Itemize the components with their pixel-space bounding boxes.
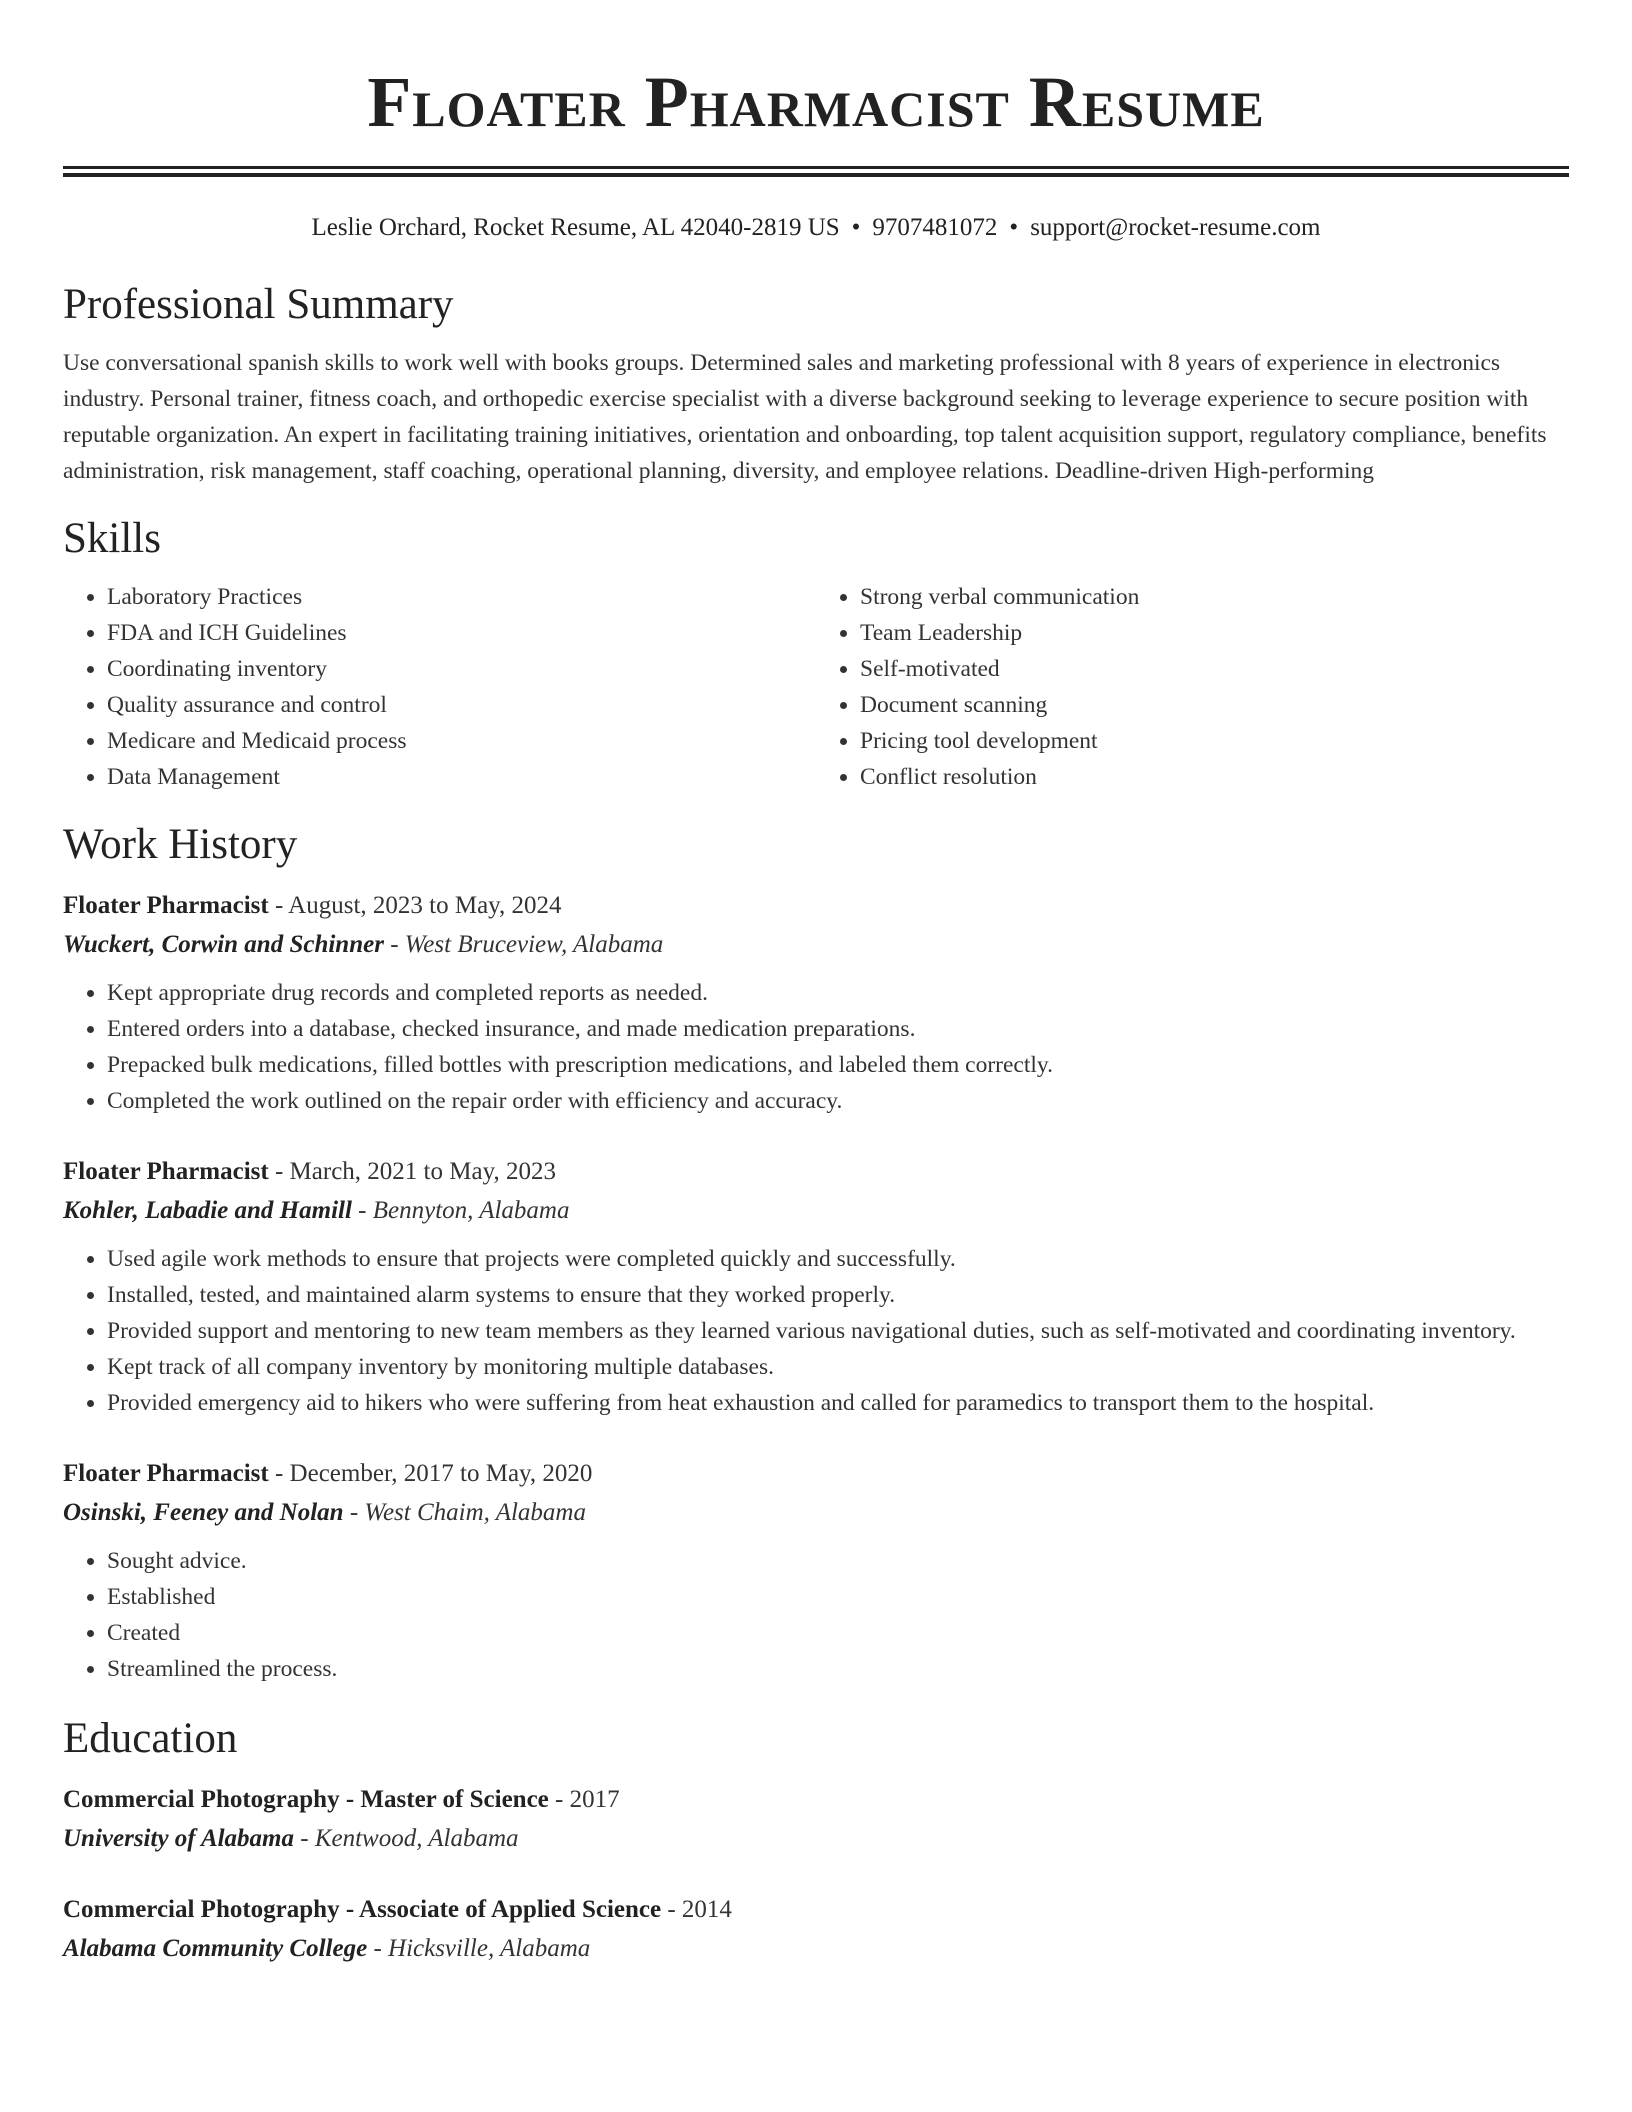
- job-bullet: • Installed, tested, and maintained alarm systems to ensure that they worked properly.: [107, 1277, 1569, 1313]
- job-entry: [63, 1455, 1569, 1687]
- job-bullet: • Sought advice.: [107, 1543, 1569, 1579]
- skill-item: • Conflict resolution: [860, 759, 1569, 795]
- job-entry: [63, 887, 1569, 1119]
- job-bullet: • Provided support and mentoring to new team members as they learned various navigational duties, such as self-motivated and coordinating inventory.: [107, 1313, 1569, 1349]
- job-company: Wuckert, Corwin and Schinner: [63, 931, 384, 958]
- job-bullet: • Streamlined the process.: [107, 1651, 1569, 1687]
- job-bullet: • Kept appropriate drug records and completed reports as needed.: [107, 975, 1569, 1011]
- job-bullet: • Prepacked bulk medications, filled bottles with prescription medications, and labeled them correctly.: [107, 1047, 1569, 1083]
- contact-address: Leslie Orchard, Rocket Resume, AL 42040-2819 US: [311, 214, 840, 241]
- education-entry: [63, 1781, 1569, 1859]
- skill-item: • Self-motivated: [860, 651, 1569, 687]
- contact-email: support@rocket-resume.com: [1030, 214, 1321, 241]
- contact-separator: •: [851, 214, 861, 241]
- skill-item: • FDA and ICH Guidelines: [107, 615, 816, 651]
- skills-column-left: [63, 579, 816, 795]
- education-entry: [63, 1891, 1569, 1969]
- skill-item: • Quality assurance and control: [107, 687, 816, 723]
- job-bullets: [63, 1543, 1569, 1687]
- skill-item: • Document scanning: [860, 687, 1569, 723]
- job-header: [63, 1455, 1569, 1493]
- job-employer: [63, 1191, 1569, 1231]
- summary-text: Use conversational spanish skills to work well with books groups. Determined sales and marketing professional with 8 years of experience in electronics industry. Personal trainer, fitness coach, and orthopedic exercise specialist with a diverse background seeking to leverage experience to secure position with reputable organization. An expert in facilitating training initiatives, orientation and onboarding, top talent acquisition support, regulatory compliance, benefits administration, risk management, staff coaching, operational planning, diversity, and employee relations. Deadline-driven High-performing: [63, 350, 1547, 484]
- job-bullet: • Used agile work methods to ensure that projects were completed quickly and successfully.: [107, 1241, 1569, 1277]
- job-title: Floater Pharmacist: [63, 1460, 269, 1487]
- job-entry: [63, 1153, 1569, 1421]
- education-year: - 2017: [548, 1786, 620, 1813]
- skill-item: • Team Leadership: [860, 615, 1569, 651]
- job-employer: [63, 925, 1569, 965]
- job-dates: - December, 2017 to May, 2020: [268, 1460, 593, 1487]
- skill-item: • Data Management: [107, 759, 816, 795]
- resume-title: Floater Pharmacist Resume: [367, 62, 1265, 142]
- job-header: [63, 887, 1569, 925]
- job-company: Osinski, Feeney and Nolan: [63, 1499, 344, 1526]
- skill-item: • Laboratory Practices: [107, 579, 816, 615]
- education-location: - Kentwood, Alabama: [294, 1825, 519, 1852]
- job-location: - West Chaim, Alabama: [343, 1499, 586, 1526]
- job-location: - West Bruceview, Alabama: [383, 931, 664, 958]
- contact-phone: 9707481072: [872, 214, 998, 241]
- job-dates: - August, 2023 to May, 2024: [268, 892, 562, 919]
- education-school: University of Alabama: [63, 1825, 295, 1852]
- contact-line: [63, 211, 1569, 245]
- skill-item: • Strong verbal communication: [860, 579, 1569, 615]
- skill-item: • Pricing tool development: [860, 723, 1569, 759]
- education-degree: Commercial Photography - Master of Science: [63, 1786, 549, 1813]
- job-title: Floater Pharmacist: [63, 1158, 269, 1185]
- job-bullets: [63, 1241, 1569, 1421]
- job-bullets: [63, 975, 1569, 1119]
- skills-list: [63, 579, 1569, 795]
- education-institution: [63, 1929, 1569, 1969]
- education-school: Alabama Community College: [63, 1935, 368, 1962]
- skill-item: • Coordinating inventory: [107, 651, 816, 687]
- job-company: Kohler, Labadie and Hamill: [63, 1197, 352, 1224]
- title-divider: [63, 166, 1569, 177]
- job-bullet: • Entered orders into a database, checked insurance, and made medication preparations.: [107, 1011, 1569, 1047]
- job-location: - Bennyton, Alabama: [351, 1197, 570, 1224]
- summary-heading: Professional Summary: [63, 281, 454, 328]
- job-bullet: • Established: [107, 1579, 1569, 1615]
- skill-item: • Medicare and Medicaid process: [107, 723, 816, 759]
- education-location: - Hicksville, Alabama: [367, 1935, 591, 1962]
- education-heading: Education: [63, 1715, 238, 1762]
- education-header: [63, 1781, 1569, 1819]
- job-employer: [63, 1493, 1569, 1533]
- skills-heading: Skills: [63, 515, 161, 562]
- job-bullet: • Provided emergency aid to hikers who were suffering from heat exhaustion and called for paramedics to transport them to the hospital.: [107, 1385, 1569, 1421]
- work-history-heading: Work History: [63, 821, 298, 868]
- job-bullet: • Completed the work outlined on the repair order with efficiency and accuracy.: [107, 1083, 1569, 1119]
- education-degree: Commercial Photography - Associate of Applied Science: [63, 1896, 662, 1923]
- contact-separator: •: [1009, 214, 1019, 241]
- job-bullet: • Created: [107, 1615, 1569, 1651]
- education-header: [63, 1891, 1569, 1929]
- skills-column-right: [816, 579, 1569, 795]
- job-header: [63, 1153, 1569, 1191]
- job-title: Floater Pharmacist: [63, 892, 269, 919]
- job-dates: - March, 2021 to May, 2023: [268, 1158, 556, 1185]
- education-year: - 2014: [661, 1896, 732, 1923]
- education-institution: [63, 1819, 1569, 1859]
- job-bullet: • Kept track of all company inventory by monitoring multiple databases.: [107, 1349, 1569, 1385]
